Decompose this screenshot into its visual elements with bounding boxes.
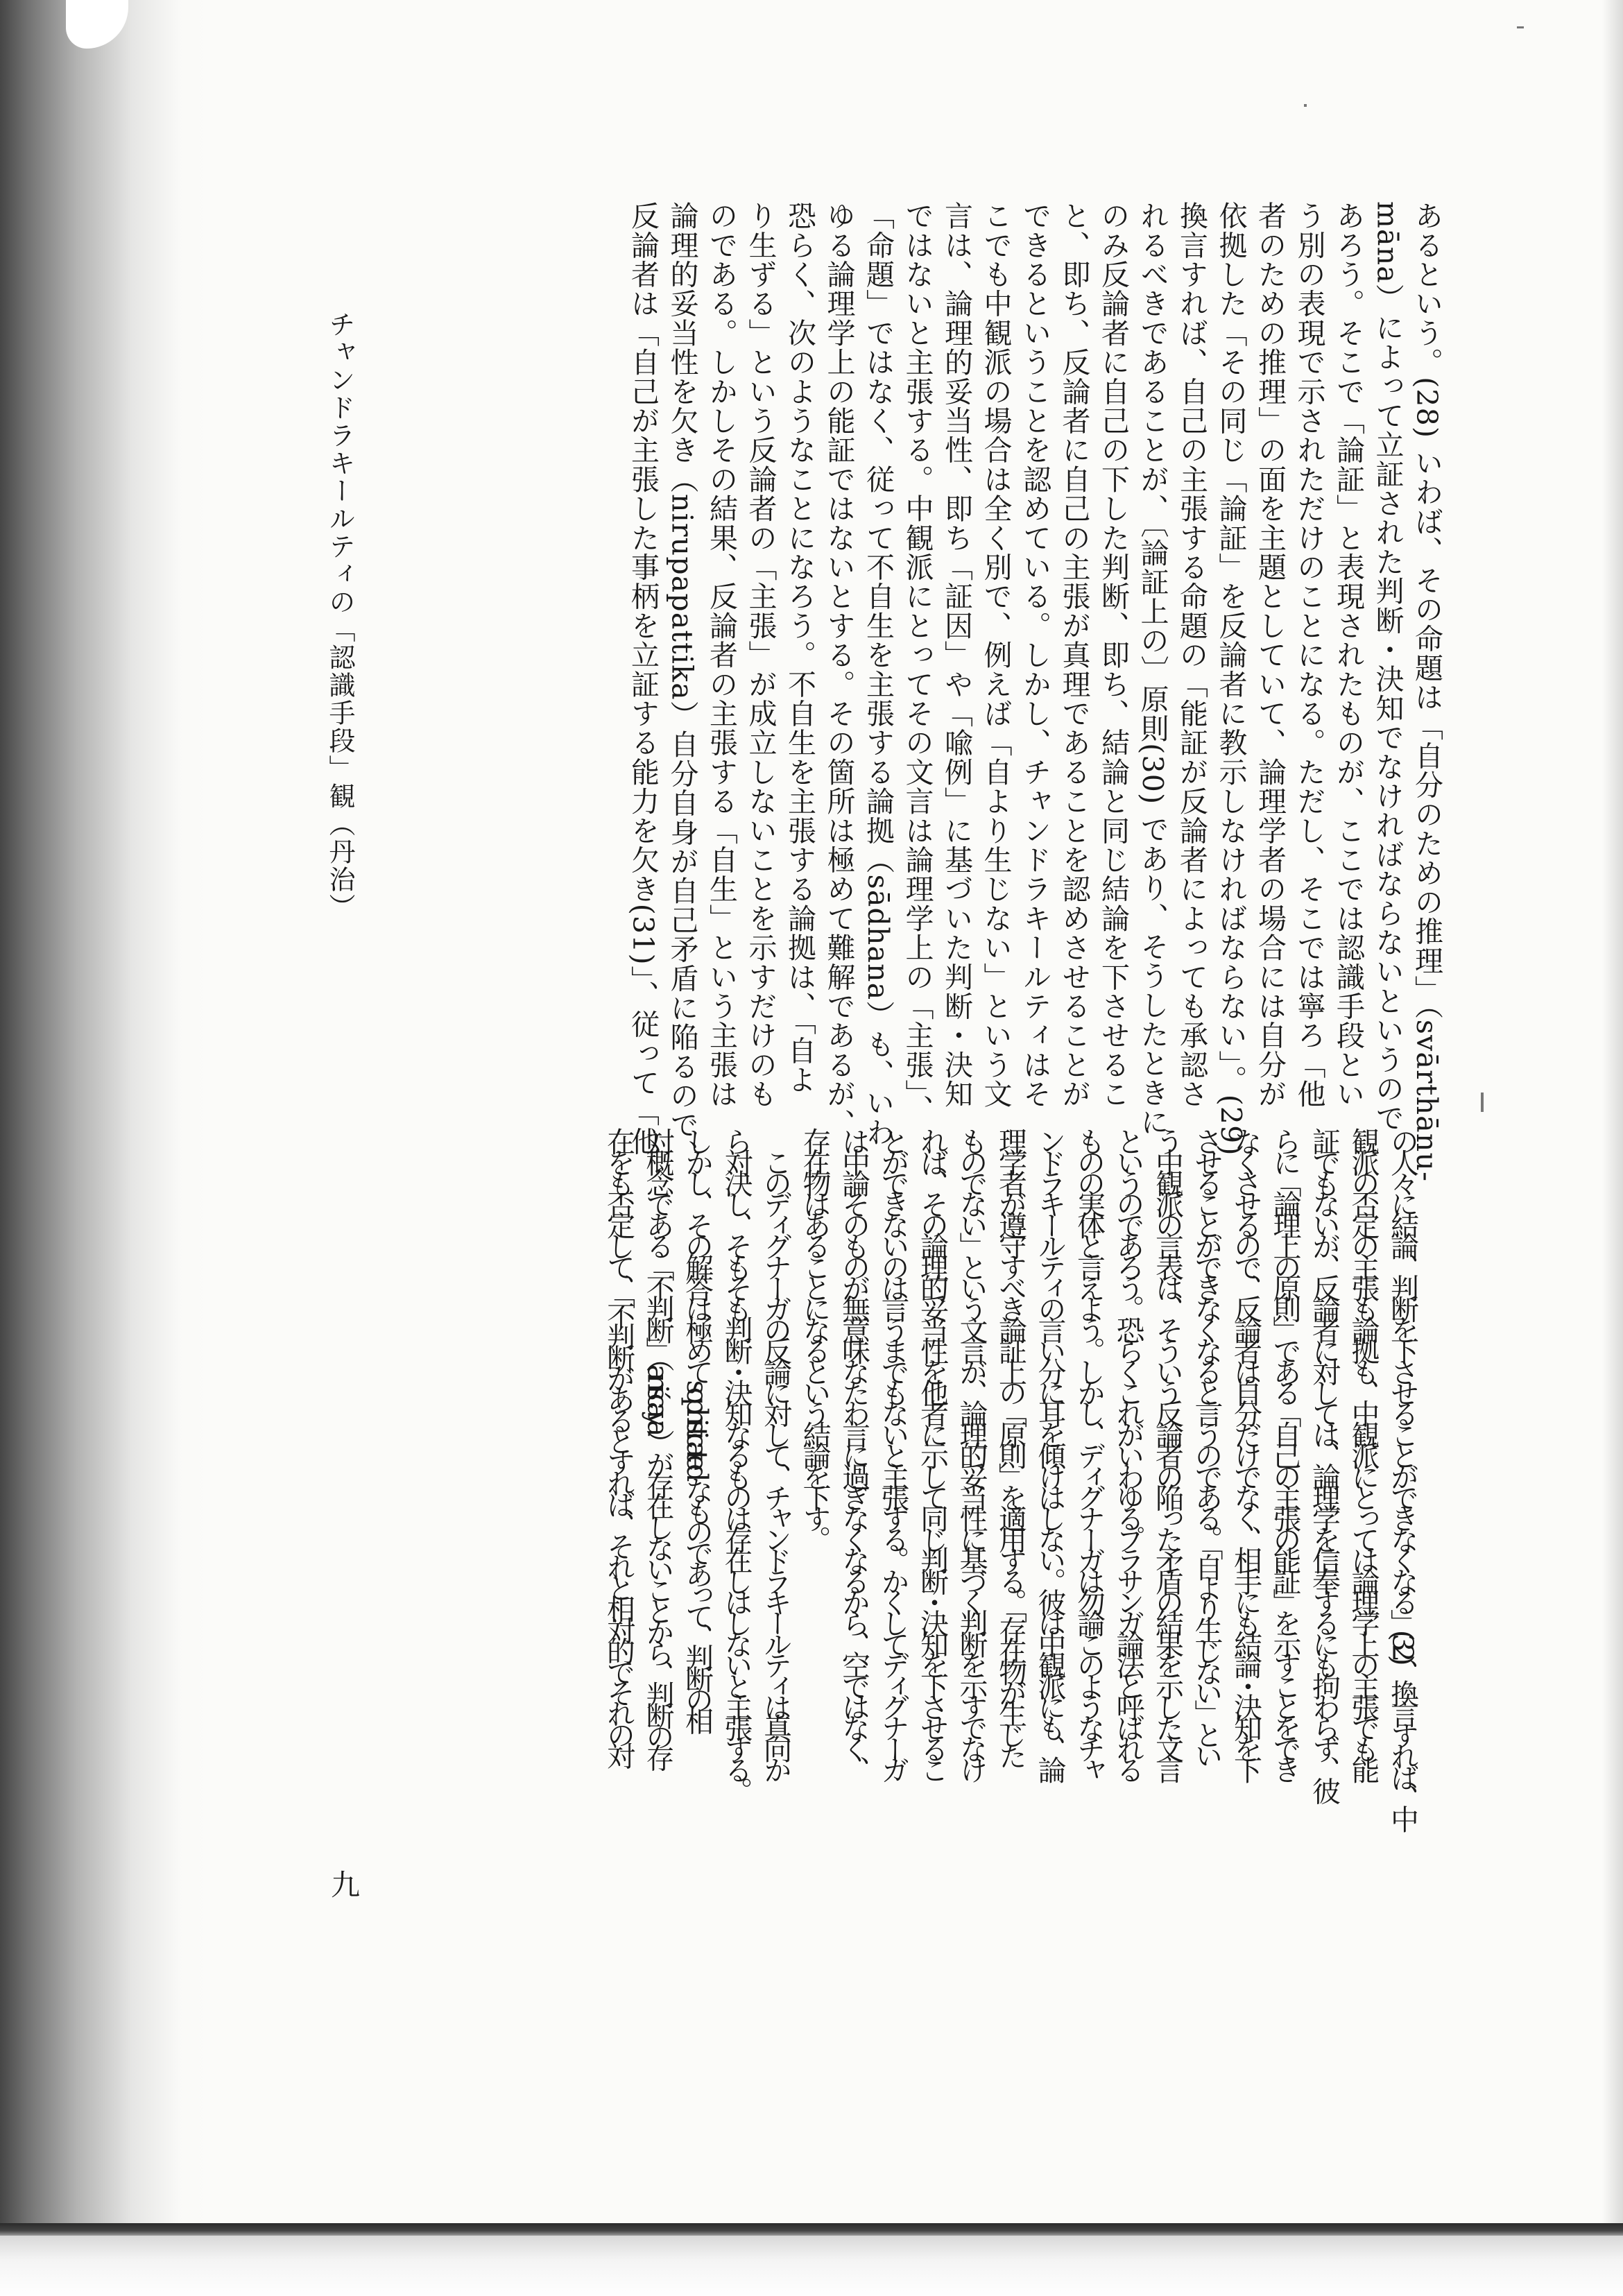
text-line: り生ずる」という反論者の「主張」が成立しないことを示すだけのも <box>744 201 778 1109</box>
scan-speck <box>1481 1093 1484 1112</box>
scan-speck <box>1304 104 1307 107</box>
text-line: しかし、その解答は極めて sophisticated なものであって、判断の相 <box>680 1127 714 1728</box>
text-line: 言は、論理的妥当性、即ち「証因」や「喩例」に基づいた判断・決知 <box>940 201 973 1109</box>
text-line: 証でもないが、反論者に対しては、論理学を信奉するにも拘わらず、彼 <box>1307 1127 1341 1798</box>
text-line: 依拠した「その同じ「論証」を反論者に教示しなければならない」。(29) <box>1214 201 1248 1156</box>
text-line: 換言すれば、自己の主張する命題の「能証が反論者によっても承認さ <box>1175 201 1208 1109</box>
text-line: らに「論理上の原則」である「自己の主張の能証」を示すことをでき <box>1268 1127 1302 1777</box>
scan-bottom-edge <box>0 2223 1623 2236</box>
text-line: ら対決し、そもそも判断・決知なるものは存在しはしないと主張する。 <box>719 1127 753 1798</box>
text-line: 対概念である「不判断」（aniścaya）が存在しないことから、判断の存 <box>641 1127 675 1765</box>
text-line: と、即ち、反論者に自己の主張が真理であることを認めさせることが <box>1057 201 1091 1109</box>
text-line: れるべきであることが、〔論証上の〕原則(30) であり、そうしたときに <box>1135 201 1169 1137</box>
text-line: う別の表現で示されただけのことになる。ただし、そこでは寧ろ「他 <box>1292 201 1326 1109</box>
scan-shadow <box>0 0 208 2296</box>
text-line: のみ反論者に自己の下した判断、即ち、結論と同じ結論を下させるこ <box>1097 201 1130 1109</box>
text-line: の人々に結論、判断を下させることができなくなる」(32)、換言すれば、中 <box>1386 1127 1419 1826</box>
text-line: māna）によって立証された判断・決知でなければならないというので <box>1371 201 1405 1133</box>
text-line: 反論者は「自己が主張した事柄を立証する能力を欠き(31)」、従って「他 <box>626 201 660 1156</box>
text-line: ではないと主張する。中観派にとってその文言は論理学上の「主張」、 <box>900 201 934 1124</box>
text-line: 恐らく、次のようなことになろう。不自生を主張する論拠は、「自よ <box>783 201 816 1095</box>
text-line: できるということを認めている。しかし、チャンドラキールティはそ <box>1018 201 1051 1109</box>
text-line: 論理的妥当性を欠き（nirupapattika）自分自身が自己矛盾に陥るので、 <box>665 201 699 1170</box>
text-line: ものでない」という文言が、論理的妥当性に基づく判断を示すでなけ <box>954 1127 988 1777</box>
text-column-left <box>544 1127 1422 1835</box>
page-edge-shadow <box>1602 0 1623 2296</box>
text-line: のである。しかしその結果、反論者の主張する「自生」という主張は <box>705 201 738 1109</box>
text-line: れば、その論理的妥当性を他者に示して同じ判断・決知を下させるこ <box>916 1127 949 1777</box>
text-line: 「命題」ではなく、従って不自生を主張する論拠（sādhana）も、いわ <box>861 201 895 1147</box>
text-line: 在をも否定して、「不判断があるとすれば、それと相対的でそれの対 <box>602 1127 635 1763</box>
text-line: あろう。そこで「論証」と表現されたものが、ここでは認識手段とい <box>1332 201 1365 1109</box>
text-line: う中観派の言表は、そういう反論者の陥った矛盾の結果を示した文言 <box>1151 1127 1184 1777</box>
scan-bottom-fade <box>0 2236 1623 2296</box>
text-line: 者のための推理」の面を主題としていて、論理学者の場合には自分が <box>1253 201 1287 1109</box>
text-line: こでも中観派の場合は全く別で、例えば「自より生じない」という文 <box>979 201 1013 1109</box>
text-line: 理学者が遵守すべき論証上の「原則」を適用する。「存在物が生じた <box>994 1127 1027 1763</box>
text-line: というのであろう。恐らくこれがいわゆるプラサンガ論法と呼ばれる <box>1111 1127 1145 1777</box>
text-line: このディグナーガの反論に対して、チャンドラキールティは真向か <box>759 1127 792 1777</box>
text-line: ゆる論理学上の能証ではないとする。その箇所は極めて難解であるが、 <box>822 201 856 1138</box>
text-line: あるという。(28) いわば、その命題は「自分のための推理」（svārthānu- <box>1410 201 1443 1183</box>
text-line: ンドラキールティの言い分に耳を傾けはしない。彼は中観派にも、論 <box>1033 1127 1067 1777</box>
text-line: は中論そのものが無意味なたわ言に過ぎなくなるから、空ではなく、 <box>837 1127 870 1777</box>
text-line: なくさせるので、反論者は自分だけでなく、相手にも結論・決知を下 <box>1229 1127 1262 1777</box>
text-line: させることができなくなると言うのである。「自より生じない」とい <box>1190 1127 1223 1763</box>
text-line: とができないのは言うまでもないと主張する。かくしてディグナーガ <box>876 1127 910 1777</box>
scan-speck <box>1517 26 1524 28</box>
text-line: 存在物はあることになるという結論を下す。 <box>798 1127 832 1547</box>
text-line: ものの実体と言えよう。しかし、ディグナーガは勿論このようなチャ <box>1072 1127 1106 1777</box>
text-line: 観派の否定の主張も論拠も、中観派にとっては論理学上の主張でも能 <box>1346 1127 1380 1777</box>
running-head: チャンドラキールティの「認識手段」観（丹治） <box>325 311 355 921</box>
page-number: 九 <box>327 1869 361 1899</box>
